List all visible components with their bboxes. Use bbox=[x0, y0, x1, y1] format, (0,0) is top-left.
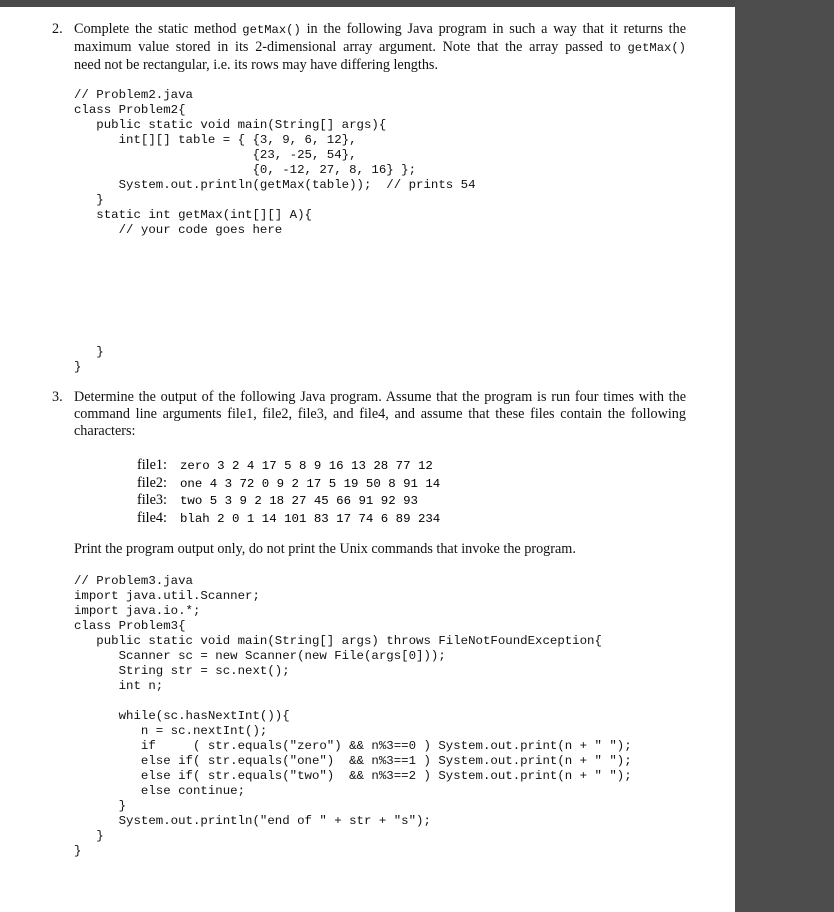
code-line: String str = sc.next(); bbox=[74, 664, 290, 678]
q3-prompt bbox=[74, 389, 686, 440]
viewer-top-bar bbox=[0, 0, 834, 7]
file-row: file1: zero 3 2 4 17 5 8 9 16 13 28 77 12 bbox=[137, 457, 433, 473]
q2-prompt-line-2: maximum value stored in its 2-dimensional array argument. Note that the array passed to getMax() bbox=[74, 39, 686, 55]
code-line: } bbox=[74, 193, 104, 207]
q2-prompt-line-1: Complete the static method getMax() in the following Java program in such a way that it returns the bbox=[74, 21, 686, 37]
code-line: } bbox=[74, 799, 127, 813]
q3-file-list bbox=[137, 456, 440, 526]
code-line: static int getMax(int[][] A){ bbox=[74, 208, 312, 222]
code-line: import java.io.*; bbox=[74, 604, 201, 618]
q3-prompt-line-1: Determine the output of the following Java program. Assume that the program is run four times with the bbox=[74, 389, 686, 405]
file-row: file2: one 4 3 72 0 9 2 17 5 19 50 8 91 14 bbox=[137, 474, 441, 491]
viewer-scroll-gutter[interactable] bbox=[735, 0, 834, 912]
code-line: int[][] table = { {3, 9, 6, 12}, bbox=[74, 133, 357, 147]
q2-getmax-code: getMax() bbox=[242, 23, 301, 37]
q2-number: 2. bbox=[52, 21, 63, 37]
q2-code-close-inner: } bbox=[74, 345, 104, 359]
code-line: // your code goes here bbox=[74, 223, 283, 237]
code-line: Scanner sc = new Scanner(new File(args[0])); bbox=[74, 649, 446, 663]
q3-prompt-line-3: characters: bbox=[74, 423, 136, 439]
code-line: else if( str.equals("one") && n%3==1 ) System.out.print(n + " "); bbox=[74, 754, 632, 768]
code-line: class Problem3{ bbox=[74, 619, 186, 633]
code-line: if ( str.equals("zero") && n%3==0 ) System.out.print(n + " "); bbox=[74, 739, 632, 753]
code-line: int n; bbox=[74, 679, 164, 693]
code-line: public static void main(String[] args){ bbox=[74, 118, 387, 132]
code-line: // Problem2.java bbox=[74, 88, 193, 102]
code-line: System.out.println(getMax(table)); // prints 54 bbox=[74, 178, 476, 192]
code-line: while(sc.hasNextInt()){ bbox=[74, 709, 290, 723]
q2-prompt bbox=[74, 21, 686, 74]
file-row: file3: two 5 3 9 2 18 27 45 66 91 92 93 bbox=[137, 492, 418, 508]
q2-getmax-code-2: getMax() bbox=[627, 41, 686, 55]
code-line: import java.util.Scanner; bbox=[74, 589, 260, 603]
code-line: System.out.println("end of " + str + "s"); bbox=[74, 814, 431, 828]
code-line: // Problem3.java bbox=[74, 574, 193, 588]
document-page bbox=[0, 7, 735, 912]
code-line: {0, -12, 27, 8, 16} }; bbox=[74, 163, 417, 177]
code-line: } bbox=[74, 829, 104, 843]
code-line: public static void main(String[] args) throws FileNotFoundException{ bbox=[74, 634, 602, 648]
code-line: } bbox=[74, 844, 82, 858]
q3-instruction: Print the program output only, do not print the Unix commands that invoke the program. bbox=[74, 541, 576, 557]
code-line: class Problem2{ bbox=[74, 103, 186, 117]
q3-prompt-line-2: command line arguments file1, file2, file3, and file4, and assume that these files contain the following bbox=[74, 406, 686, 422]
code-line: n = sc.nextInt(); bbox=[74, 724, 268, 738]
q3-code-block bbox=[74, 574, 632, 859]
q2-prompt-line-3: need not be rectangular, i.e. its rows may have differing lengths. bbox=[74, 57, 438, 73]
q2-code-block bbox=[74, 88, 476, 238]
code-line: else if( str.equals("two") && n%3==2 ) System.out.print(n + " "); bbox=[74, 769, 632, 783]
code-line: {23, -25, 54}, bbox=[74, 148, 357, 162]
file-row: file4: blah 2 0 1 14 101 83 17 74 6 89 234 bbox=[137, 509, 441, 526]
q3-number: 3. bbox=[52, 389, 63, 405]
code-line: else continue; bbox=[74, 784, 246, 798]
q2-code-close-outer: } bbox=[74, 360, 82, 374]
